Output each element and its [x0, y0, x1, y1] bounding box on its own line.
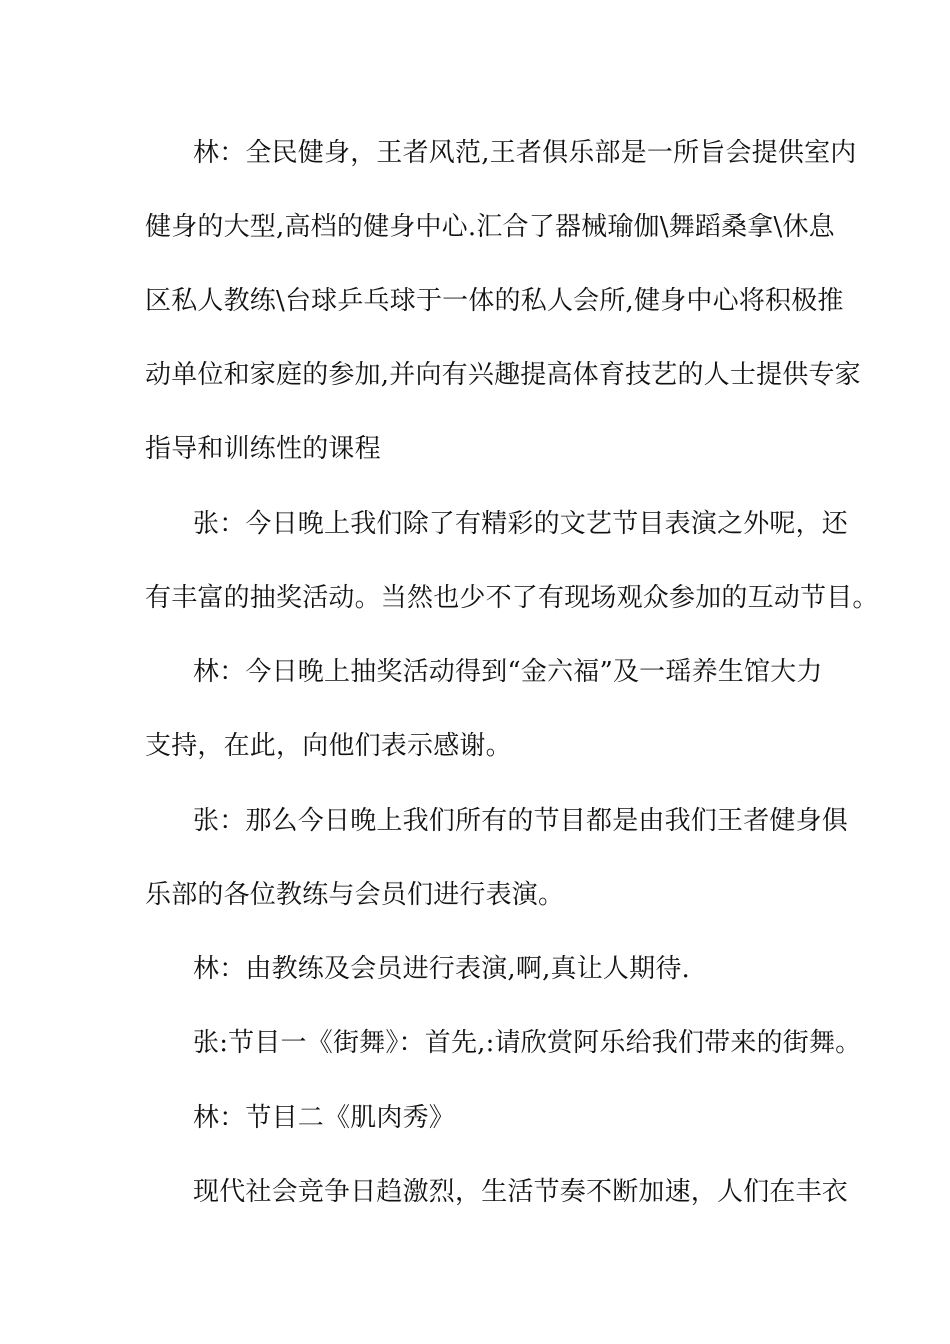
text-line: 张：今日晚上我们除了有精彩的文艺节目表演之外呢，还: [193, 509, 849, 539]
text-line: 动单位和家庭的参加,并向有兴趣提高体育技艺的人士提供专家: [145, 360, 861, 390]
text-line: 林：由教练及会员进行表演,啊,真让人期待.: [193, 954, 690, 984]
text-line: 区私人教练\台球乒乓球于一体的私人会所,健身中心将积极推: [145, 286, 844, 316]
text-line: 林：节目二《肌肉秀》: [193, 1103, 456, 1133]
text-line: 林：全民健身，王者风范,王者俱乐部是一所旨会提供室内: [193, 138, 857, 168]
text-line: 张:节目一《街舞》：首先,:请欣赏阿乐给我们带来的街舞。: [193, 1028, 862, 1058]
text-line: 健身的大型,高档的健身中心.汇合了器械瑜伽\舞蹈桑拿\休息: [145, 212, 835, 242]
text-line: 支持，在此，向他们表示感谢。: [145, 731, 512, 761]
text-line: 指导和训练性的课程: [145, 434, 381, 464]
text-line: 乐部的各位教练与会员们进行表演。: [145, 880, 565, 910]
text-line: 张：那么今日晚上我们所有的节目都是由我们王者健身俱: [193, 806, 849, 836]
text-line: 现代社会竞争日趋激烈，生活节奏不断加速，人们在丰衣: [193, 1177, 849, 1207]
text-line: 有丰富的抽奖活动。当然也少不了有现场观众参加的互动节目。: [145, 583, 879, 613]
text-line: 林：今日晚上抽奖活动得到“金六福”及一瑶养生馆大力: [193, 657, 823, 687]
